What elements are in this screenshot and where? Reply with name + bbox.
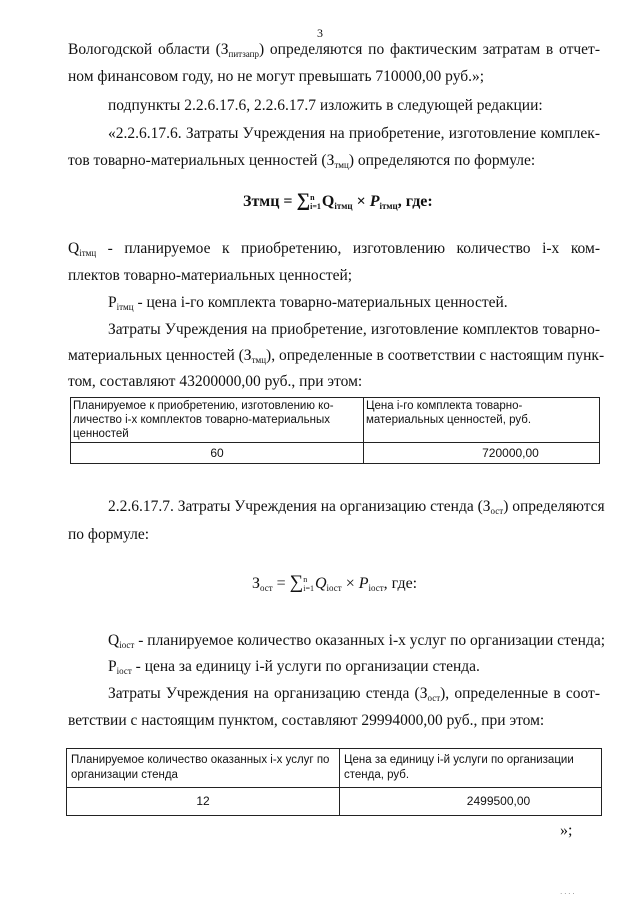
text: Q [108, 632, 120, 649]
subscript: iост [116, 666, 132, 676]
subscript: тмц [251, 355, 267, 365]
paragraph-line-17: ветствии с настоящим пунктом, составляют 29994000,00 руб., при этом: [68, 712, 545, 729]
scan-marks: · · · · [560, 890, 575, 898]
formula-tail: , где: [383, 575, 418, 592]
paragraph-line-7: плектов товарно-материальных ценностей; [68, 267, 353, 284]
paragraph-line-16 [108, 684, 600, 708]
text: - планируемое количество оказанных i-х услуг по организации стенда; [134, 632, 606, 649]
closing-quote: »; [560, 822, 573, 839]
table-row [67, 788, 602, 816]
sum-upper: n [303, 575, 308, 585]
paragraph-line-10 [68, 346, 605, 370]
formula-lhs: Зтмц [243, 193, 280, 210]
paragraph-line-6 [68, 239, 600, 263]
text: ) определяются по фактическим затратам в отчет- [258, 41, 600, 58]
formula-lhs-sub: ост [260, 583, 273, 593]
formula-p-sub: iост [368, 583, 384, 593]
text: ) определяются по формуле: [348, 152, 536, 169]
subscript: питзапр [228, 49, 259, 59]
sum-symbol: ∑ [296, 190, 311, 211]
text: Вологодской области (З [68, 41, 229, 58]
text: - цена за единицу i-й услуги по организации стенда. [131, 658, 480, 675]
formula-times: × [341, 575, 359, 592]
paragraph-line-14 [108, 631, 605, 655]
table-header-cell: Цена за единицу i-й услуги по организации стенда, руб. [340, 749, 602, 788]
formula-eq: = [272, 575, 290, 592]
table-row [71, 443, 600, 464]
formula-p: P [358, 575, 369, 592]
formula-times: × [352, 193, 370, 210]
sum-limits [303, 575, 314, 593]
formula-q: Q [314, 575, 327, 592]
sum-limits [310, 193, 321, 211]
page-number: 3 [317, 26, 323, 40]
text: Затраты Учреждения на организацию стенда (З [108, 685, 428, 702]
formula-q-sub: iтмц [334, 201, 353, 211]
formula-eq: = [279, 193, 297, 210]
table-header-cell: Планируемое к приобретению, изготовлению ко-личество i-х комплектов товарно-материальных ценностей [71, 398, 364, 443]
sum-lower: i=1 [303, 584, 314, 594]
paragraph-line-11: том, составляют 43200000,00 руб., при этом: [68, 373, 363, 390]
table-cell-price: 720000,00 [364, 443, 600, 464]
subscript: iост [119, 640, 135, 650]
formula-q: Q [321, 193, 335, 210]
text: 2.2.6.17.7. Затраты Учреждения на организацию стенда (З [108, 498, 491, 515]
text: тов товарно-материальных ценностей (З [68, 152, 335, 169]
paragraph-line-15 [108, 657, 480, 681]
subscript: iтмц [79, 248, 97, 258]
text: Q [68, 240, 80, 257]
text: - цена i-го комплекта товарно-материальных ценностей. [133, 294, 508, 311]
text: P [108, 294, 117, 311]
subscript: iтмц [116, 302, 134, 312]
text: материальных ценностей (З [68, 347, 252, 364]
sum-symbol: ∑ [289, 572, 304, 593]
paragraph-line-8 [108, 293, 508, 317]
formula-lhs: З [252, 575, 261, 592]
paragraph-line-1 [68, 40, 600, 64]
table-cell-quantity: 60 [71, 443, 364, 464]
subscript: тмц [334, 160, 349, 170]
table-header-cell: Планируемое количество оказанных i-х услуг по организации стенда [67, 749, 340, 788]
text: P [108, 658, 117, 675]
sum-lower: i=1 [310, 202, 321, 212]
text: - планируемое к приобретению, изготовлению количество i-х ком- [96, 240, 600, 257]
text: ) определяются [503, 498, 605, 515]
formula-p-sub: iтмц [379, 201, 398, 211]
formula-q-sub: iост [326, 583, 342, 593]
subscript: ост [490, 506, 504, 516]
paragraph-line-12 [108, 497, 605, 521]
table-header-row [67, 749, 602, 788]
table-ost [66, 748, 602, 816]
subscript: ост [427, 693, 441, 703]
paragraph-line-5 [68, 151, 535, 175]
text: ), определенные в соот- [440, 685, 600, 702]
paragraph-line-2: ном финансовом году, но не могут превышать 710000,00 руб.»; [68, 68, 485, 85]
table-header-cell: Цена i-го комплекта товарно-материальных ценностей, руб. [364, 398, 600, 443]
paragraph-line-9: Затраты Учреждения на приобретение, изготовление комплектов товарно- [108, 321, 600, 338]
formula-tail: , где: [397, 193, 433, 210]
paragraph-line-13: по формуле: [68, 526, 150, 543]
text: ), определенные в соответствии с настоящим пунк- [266, 347, 605, 364]
paragraph-line-4: «2.2.6.17.6. Затраты Учреждения на приобретение, изготовление комплек- [108, 125, 600, 142]
table-tmc [70, 397, 600, 464]
table-cell-quantity: 12 [67, 788, 340, 816]
table-header-row [71, 398, 600, 443]
formula-p: P [369, 193, 380, 210]
formula-tmc [243, 190, 433, 212]
table-cell-price: 2499500,00 [340, 788, 602, 816]
sum-upper: n [310, 193, 315, 203]
paragraph-line-3: подпункты 2.2.6.17.6, 2.2.6.17.7 изложить в следующей редакции: [108, 97, 543, 114]
formula-ost [252, 572, 417, 594]
